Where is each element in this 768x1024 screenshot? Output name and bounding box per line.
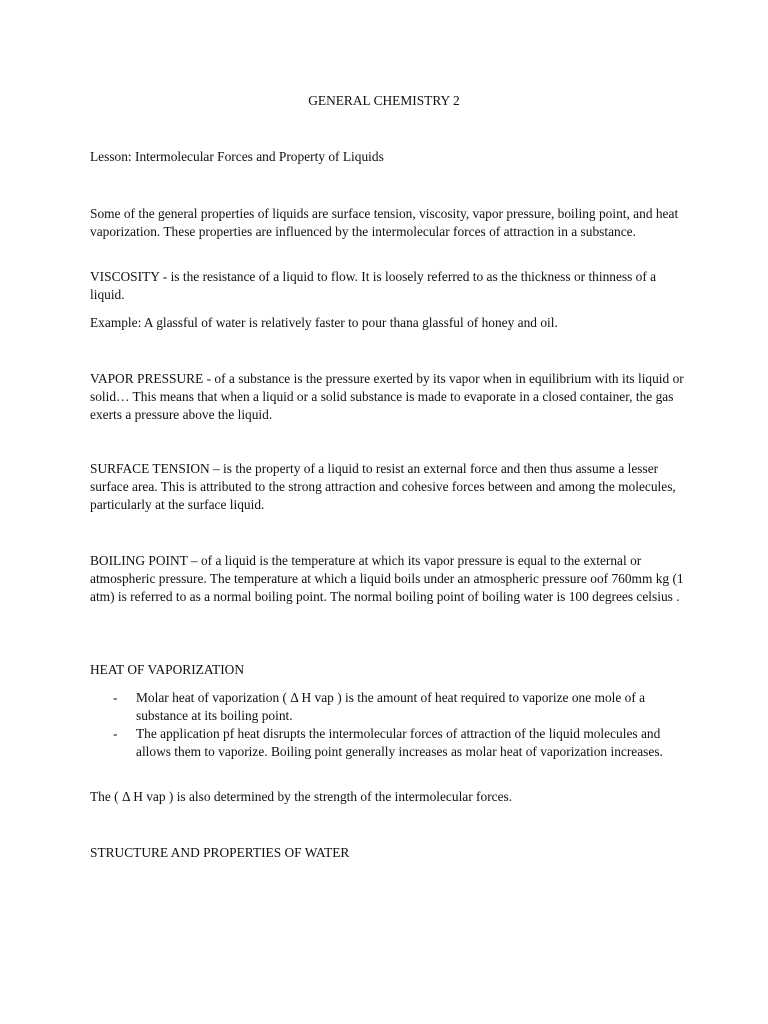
heat-of-vaporization-list: [90, 689, 690, 761]
delta-h-paragraph: The ( Δ H vap ) is also determined by the strength of the intermolecular forces.: [90, 789, 513, 804]
viscosity-paragraph: VISCOSITY - is the resistance of a liquid to flow. It is loosely referred to as the thickness or thinness of a liquid.: [90, 269, 657, 302]
list-item-text: Molar heat of vaporization ( Δ H vap ) is the amount of heat required to vaporize one mole of a substance at its boiling point.: [136, 690, 646, 723]
boiling-point-paragraph: BOILING POINT – of a liquid is the temperature at which its vapor pressure is equal to the external or atmospheric pressure. The temperature at which a liquid boils under an atmospheric pressure oof 760mm kg (1 atm) is referred to as a normal boiling point. The normal boiling point of boiling water is 100 degrees celsius .: [90, 553, 684, 604]
list-item: [90, 689, 690, 725]
surface-tension-paragraph: SURFACE TENSION – is the property of a liquid to resist an external force and then thus assume a lesser surface area. This is attributed to the strong attraction and cohesive forces between and among the molecules, particularly at the surface liquid.: [90, 461, 676, 512]
list-item-text: The application pf heat disrupts the intermolecular forces of attraction of the liquid molecules and allows them to vaporize. Boiling point generally increases as molar heat of vaporization increases.: [136, 726, 663, 759]
intro-paragraph: Some of the general properties of liquids are surface tension, viscosity, vapor pressure, boiling point, and heat vaporization. These properties are influenced by the intermolecular forces of attraction in a substance.: [90, 206, 679, 239]
heat-of-vaporization-heading: HEAT OF VAPORIZATION: [90, 662, 245, 677]
vapor-pressure-paragraph: VAPOR PRESSURE - of a substance is the pressure exerted by its vapor when in equilibrium with its liquid or solid… This means that when a liquid or a solid substance is made to evaporate in a closed container, the gas exerts a pressure above the liquid.: [90, 371, 684, 422]
list-item: [90, 725, 690, 761]
example-paragraph: Example: A glassful of water is relatively faster to pour thana glassful of honey and oil.: [90, 315, 558, 330]
list-dash: -: [113, 726, 118, 741]
list-dash: -: [113, 690, 118, 705]
lesson-title: Lesson: Intermolecular Forces and Property of Liquids: [90, 149, 384, 164]
water-structure-heading: STRUCTURE AND PROPERTIES OF WATER: [90, 845, 350, 860]
document-title: GENERAL CHEMISTRY 2: [308, 93, 460, 108]
